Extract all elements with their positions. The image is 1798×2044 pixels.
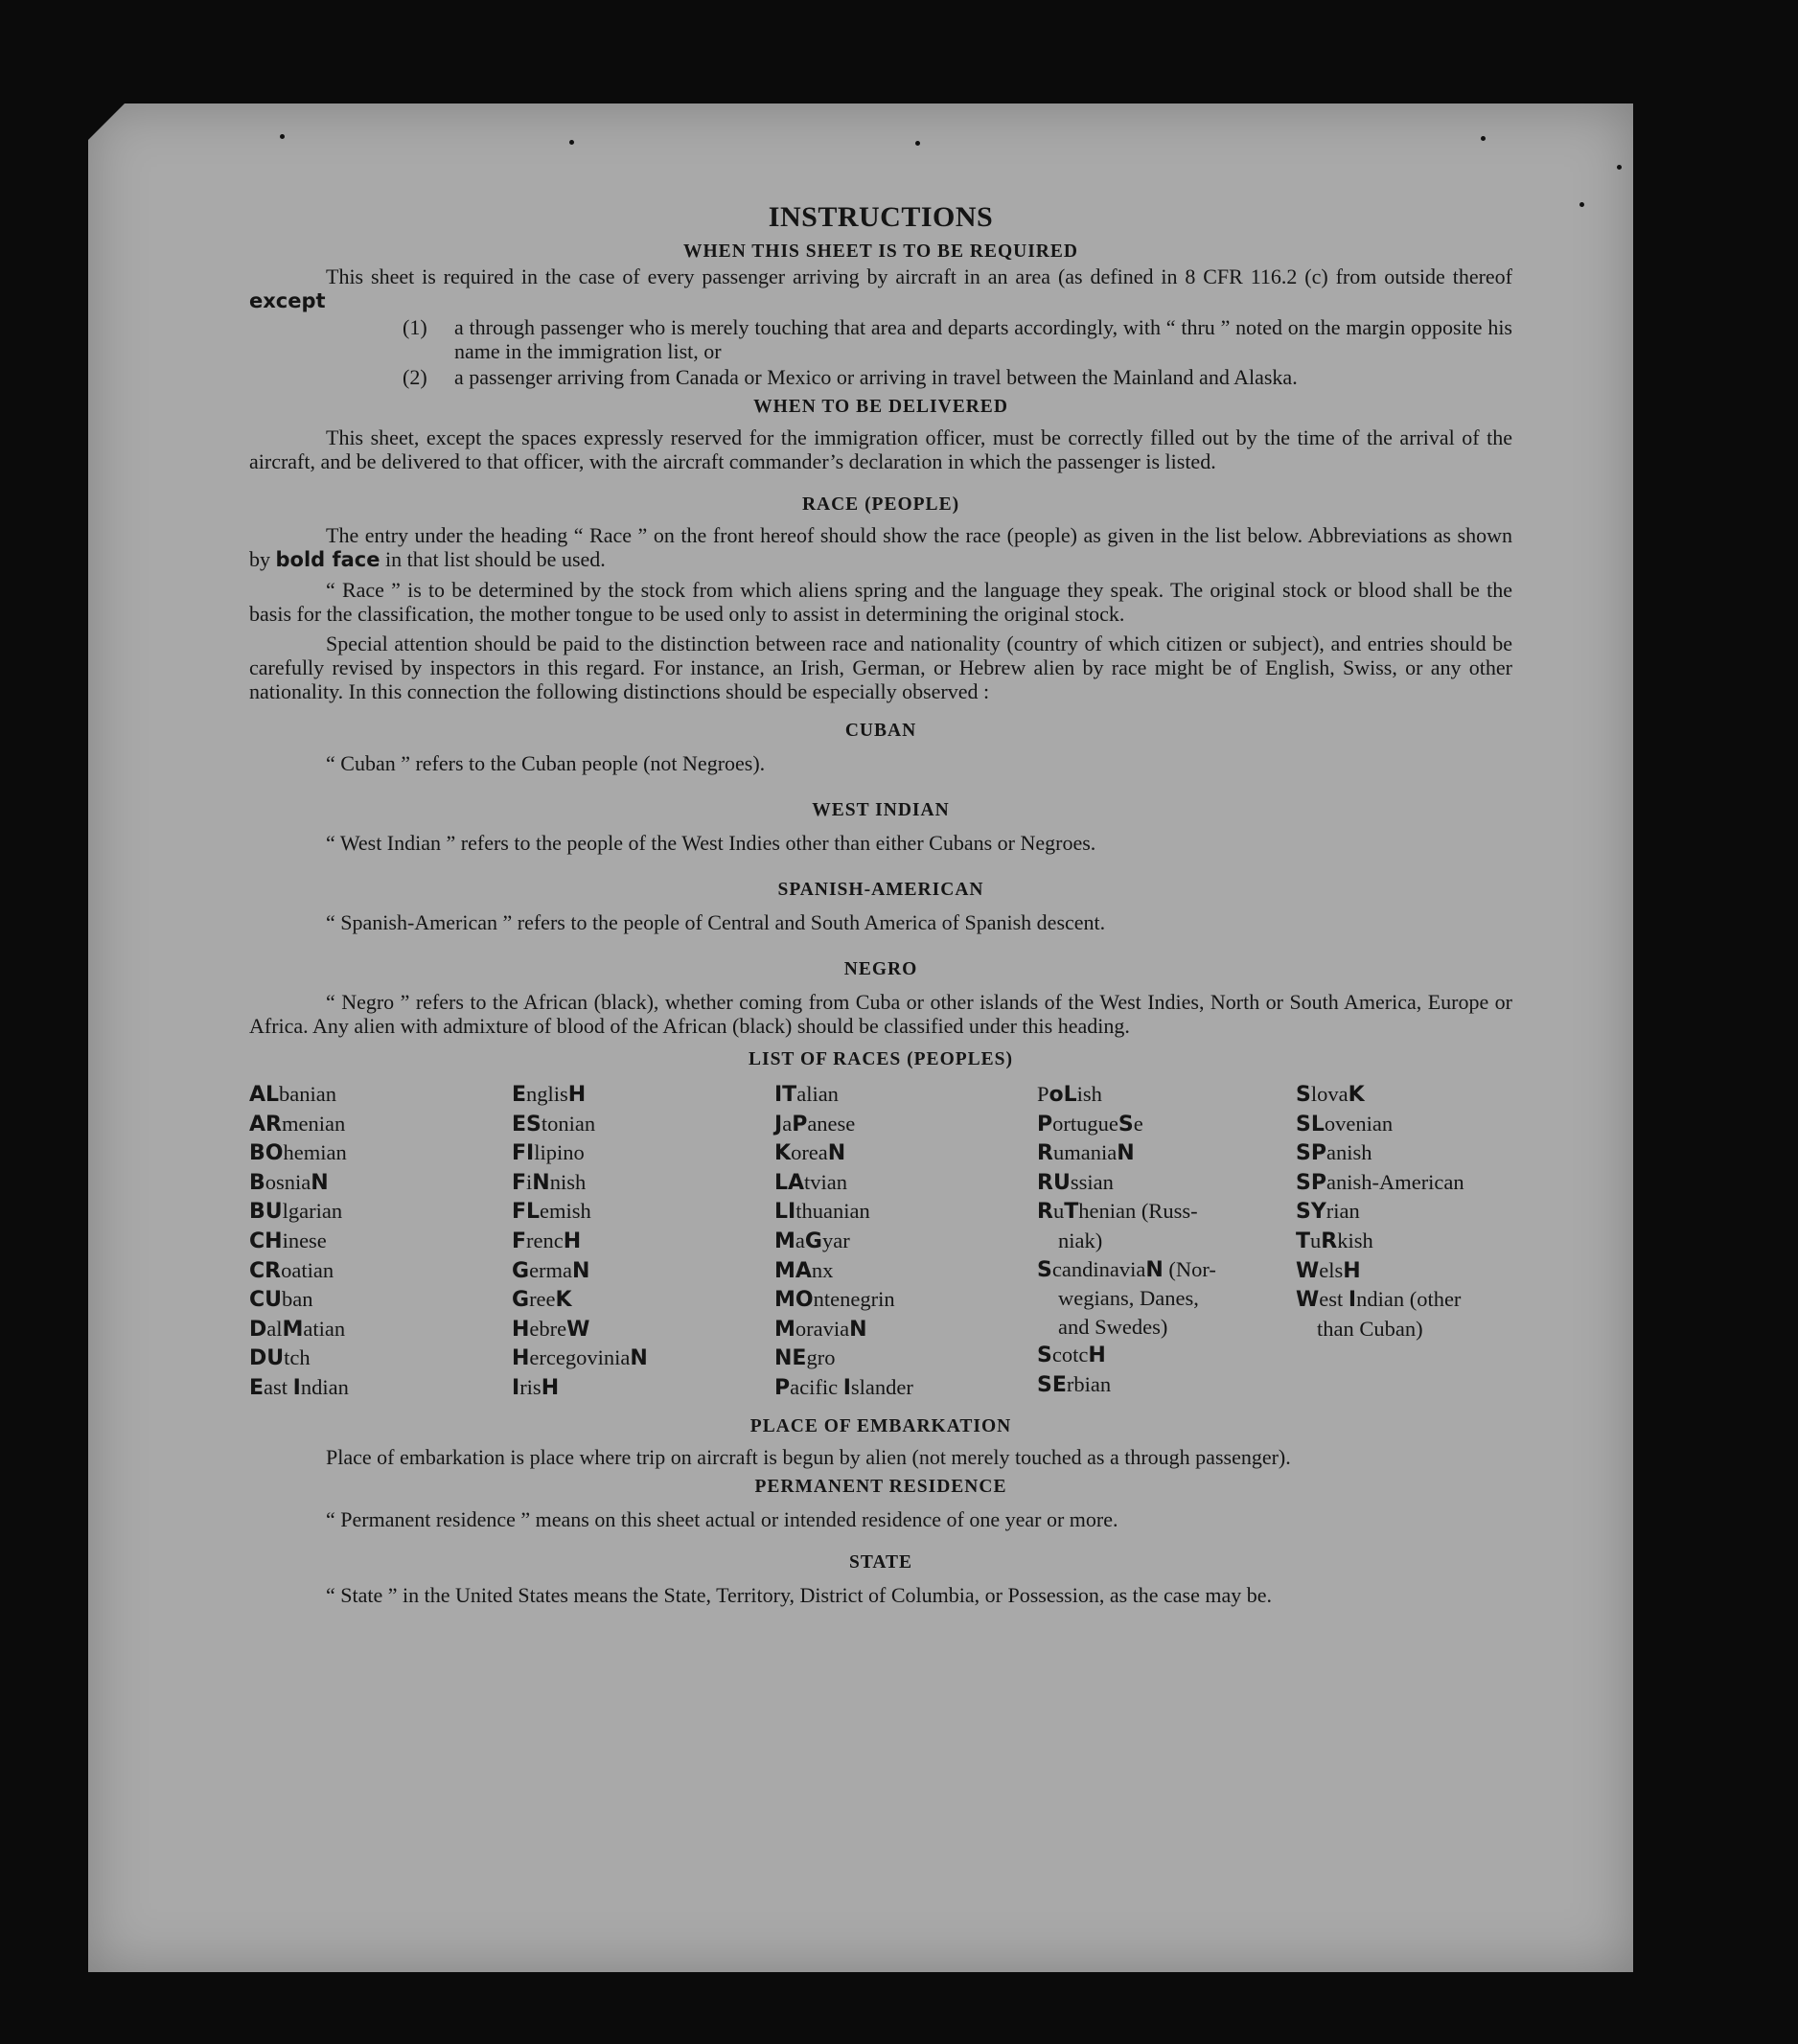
race-abbreviation-letters: H <box>563 1229 582 1253</box>
race-paragraph-1 <box>249 523 1512 572</box>
race-entry-text <box>512 1170 586 1194</box>
race-entry-text <box>774 1229 850 1252</box>
heading-race: RACE (PEOPLE) <box>801 494 960 515</box>
scan-speck <box>1481 136 1486 141</box>
race-abbreviation-letters: FI <box>512 1141 535 1166</box>
race-entry <box>512 1227 774 1256</box>
race-abbreviation-letters: M <box>774 1317 795 1342</box>
race-name-letters: u <box>1310 1228 1322 1252</box>
race-entry <box>1296 1315 1512 1344</box>
race-name-letters: ree <box>529 1287 556 1312</box>
race-entry-text <box>512 1258 589 1282</box>
race-abbreviation-letters: K <box>555 1288 572 1313</box>
heading-spanish-american: SPANISH-AMERICAN <box>777 880 984 900</box>
race-entry-text <box>512 1287 572 1311</box>
race-name-letters: atian <box>303 1316 346 1341</box>
race-entry <box>1037 1197 1296 1227</box>
race-name-letters: yar <box>821 1228 850 1252</box>
race-entry <box>1296 1227 1512 1256</box>
race-abbreviation-letters: AR <box>249 1112 282 1137</box>
race-entry <box>249 1373 512 1403</box>
race-entry <box>249 1285 512 1315</box>
race-abbreviation-letters: W <box>1296 1288 1320 1313</box>
race-entry-text <box>249 1170 329 1194</box>
races-column <box>249 1080 512 1403</box>
race-abbreviation-letters: H <box>1343 1258 1361 1283</box>
race-name-letters: acific <box>790 1374 843 1399</box>
race-abbreviation-letters: H <box>512 1346 530 1371</box>
race-abbreviation-letters: SL <box>1296 1112 1325 1137</box>
race-name-letters: menian <box>281 1111 346 1136</box>
race-entry <box>1037 1341 1296 1370</box>
heading-when-delivered: WHEN TO BE DELIVERED <box>753 397 1008 417</box>
race-entry <box>249 1315 512 1344</box>
race-name-letters: gro <box>806 1345 836 1370</box>
race-entry-text <box>512 1112 595 1136</box>
race-abbreviation-letters: S <box>1037 1257 1052 1282</box>
race-entry <box>512 1256 774 1286</box>
race-p1-text: The entry under the heading “ Race ” on the front hereof should show the race (people) as given in the list below. Abbreviations as shown by <box>249 523 1512 571</box>
race-name-letters: a <box>795 1228 805 1252</box>
race-abbreviation-letters: S <box>1037 1344 1052 1368</box>
race-entry <box>512 1373 774 1403</box>
race-entry <box>249 1344 512 1373</box>
race-name-letters: ish <box>1076 1082 1102 1106</box>
race-entry <box>249 1227 512 1256</box>
required-keyword: except <box>249 289 326 312</box>
race-abbreviation-letters: H <box>541 1375 560 1400</box>
race-name-letters: anish <box>1325 1140 1372 1165</box>
race-entry <box>249 1110 512 1139</box>
race-abbreviation-letters: N <box>1117 1141 1135 1166</box>
race-name-letters: u <box>1052 1199 1065 1224</box>
race-abbreviation-letters: P <box>774 1375 791 1400</box>
race-entry-text <box>774 1258 833 1282</box>
race-entry-text <box>512 1199 591 1223</box>
race-entry <box>1037 1138 1296 1168</box>
race-entry <box>774 1168 1037 1198</box>
list-item <box>403 315 1512 363</box>
race-name-letters: than Cuban) <box>1317 1316 1423 1341</box>
scan-speck <box>569 140 574 145</box>
race-name-letters: ebre <box>529 1316 567 1341</box>
race-abbreviation-letters: W <box>566 1317 590 1342</box>
heading-cuban: CUBAN <box>844 721 917 741</box>
heading-embarkation: PLACE OF EMBARKATION <box>749 1415 1012 1436</box>
race-entry <box>512 1168 774 1198</box>
race-abbreviation-letters: G <box>804 1229 822 1253</box>
race-abbreviation-letters: H <box>567 1083 587 1107</box>
race-entry <box>1296 1080 1512 1110</box>
race-entry-text <box>249 1199 342 1223</box>
race-abbreviation-letters: I <box>1348 1288 1357 1313</box>
race-name-letters: oatian <box>281 1257 334 1282</box>
race-abbreviation-letters: P <box>792 1112 808 1137</box>
race-name-letters: banian <box>279 1082 337 1106</box>
race-name-letters: emish <box>540 1199 591 1224</box>
race-entry <box>1037 1284 1296 1313</box>
race-entry <box>249 1168 512 1198</box>
race-name-letters: renc <box>526 1228 564 1252</box>
west-indian-paragraph: “ West Indian ” refers to the people of the West Indies other than either Cubans or Negroes. <box>326 831 1096 855</box>
required-intro: This sheet is required in the case of every passenger arriving by aircraft in an area (as defined in 8 CFR 116.2 (c) from outside thereof <box>326 264 1512 288</box>
race-entry <box>1037 1080 1296 1110</box>
race-abbreviation-letters: o <box>1049 1083 1064 1107</box>
race-abbreviation-letters: M <box>774 1229 795 1253</box>
race-entry-text <box>1296 1315 1512 1344</box>
race-entry <box>1037 1168 1296 1198</box>
race-abbreviation-letters: H <box>512 1317 530 1342</box>
race-name-letters: inese <box>282 1228 327 1252</box>
race-name-letters: P <box>1037 1082 1049 1106</box>
race-paragraph-3: Special attention should be paid to the distinction between race and nationality (country of which citizen or subject), and entries should be carefully revised by inspectors in this regard. For instance, an Irish, German, or Hebrew alien by race might be of English, Swiss, or any other nationality. In this connection the following distinctions should be especially observed : <box>249 632 1512 703</box>
race-entry-text <box>1037 1284 1296 1313</box>
race-name-letters: e <box>1133 1111 1143 1136</box>
race-entry-text <box>774 1199 870 1223</box>
race-abbreviation-letters: H <box>1088 1344 1106 1368</box>
races-list <box>249 1080 1512 1403</box>
races-column <box>774 1080 1037 1403</box>
race-entry <box>774 1227 1037 1256</box>
race-entry-text <box>774 1140 845 1164</box>
race-entry <box>774 1138 1037 1168</box>
race-abbreviation-letters: N <box>849 1317 867 1342</box>
race-abbreviation-letters: T <box>1064 1200 1079 1225</box>
race-entry-text <box>1296 1170 1464 1194</box>
scan-speck <box>915 141 920 146</box>
scan-speck <box>280 134 285 139</box>
race-entry <box>774 1110 1037 1139</box>
race-name-letters: ndian <box>300 1374 349 1399</box>
race-abbreviation-letters: MA <box>774 1258 812 1283</box>
race-abbreviation-letters: E <box>249 1375 265 1400</box>
race-abbreviation-letters: I <box>842 1375 851 1400</box>
race-entry-text <box>512 1082 586 1106</box>
race-abbreviation-letters: F <box>512 1229 527 1253</box>
race-name-letters: cotc <box>1051 1343 1089 1367</box>
race-abbreviation-letters: RU <box>1037 1170 1071 1195</box>
race-abbreviation-letters: K <box>774 1141 792 1166</box>
race-entry-text <box>249 1375 349 1399</box>
race-entry <box>1296 1197 1512 1227</box>
race-name-letters: lova <box>1310 1082 1348 1106</box>
race-entry <box>774 1197 1037 1227</box>
race-entry-text <box>774 1317 867 1341</box>
race-abbreviation-letters: F <box>512 1170 527 1195</box>
race-entry-text <box>1037 1343 1106 1366</box>
race-entry-text <box>1037 1140 1135 1164</box>
race-abbreviation-letters: BU <box>249 1200 283 1225</box>
heading-west-indian: WEST INDIAN <box>812 800 950 820</box>
race-name-letters: ast <box>264 1374 293 1399</box>
race-entry <box>512 1285 774 1315</box>
scan-speck <box>1617 165 1622 170</box>
required-paragraph <box>249 264 1512 313</box>
state-paragraph: “ State ” in the United States means the State, Territory, District of Columbia, or Possession, as the case may be. <box>326 1582 1273 1607</box>
folded-corner <box>88 103 125 140</box>
race-entry <box>774 1373 1037 1403</box>
race-entry <box>512 1080 774 1110</box>
races-column <box>512 1080 774 1403</box>
race-abbreviation-letters: S <box>1296 1083 1311 1107</box>
scan-speck <box>1579 202 1584 207</box>
race-name-letters: slander <box>850 1374 913 1399</box>
race-entry <box>249 1080 512 1110</box>
race-abbreviation-letters: G <box>512 1288 530 1313</box>
race-entry <box>774 1256 1037 1286</box>
race-abbreviation-letters: CH <box>249 1229 283 1253</box>
race-name-letters: tonian <box>541 1111 596 1136</box>
race-entry-text <box>512 1375 559 1399</box>
exception-text: a passenger arriving from Canada or Mexico or arriving in travel between the Mainland and Alaska. <box>454 365 1298 389</box>
list-item <box>403 365 1512 389</box>
race-entry <box>774 1285 1037 1315</box>
race-name-letters: thuanian <box>795 1199 870 1224</box>
race-abbreviation-letters: T <box>1296 1229 1311 1253</box>
race-entry-text <box>249 1258 334 1282</box>
race-abbreviation-letters: LA <box>774 1170 805 1195</box>
race-entry-text <box>774 1082 839 1106</box>
race-entry <box>1037 1313 1296 1342</box>
races-column <box>1296 1080 1512 1403</box>
race-entry <box>1037 1255 1296 1285</box>
race-abbreviation-letters: J <box>774 1112 783 1137</box>
race-name-letters: nglis <box>526 1082 568 1106</box>
race-abbreviation-letters: N <box>827 1141 846 1166</box>
race-entry <box>249 1256 512 1286</box>
exceptions-list <box>403 315 1512 389</box>
race-name-letters: niak) <box>1058 1228 1103 1252</box>
race-p1-text-end: in that list should be used. <box>385 547 606 571</box>
race-name-letters: umania <box>1052 1140 1118 1165</box>
race-entry-text <box>512 1345 648 1369</box>
race-entry-text <box>249 1287 313 1311</box>
race-name-letters: nish <box>549 1169 587 1194</box>
race-abbreviation-letters: SE <box>1037 1372 1067 1397</box>
race-abbreviation-letters: B <box>249 1170 265 1195</box>
race-abbreviation-letters: FL <box>512 1200 541 1225</box>
exception-number: (1) <box>403 315 427 339</box>
race-name-letters: (Nor- <box>1163 1256 1216 1281</box>
race-abbreviation-letters: N <box>532 1170 550 1195</box>
race-name-letters: ercegovinia <box>529 1345 631 1370</box>
race-name-letters: alian <box>796 1082 839 1106</box>
race-entry-text <box>774 1112 855 1136</box>
race-entry-text <box>1296 1140 1372 1164</box>
race-abbreviation-letters: S <box>1118 1112 1134 1137</box>
race-name-letters: ssian <box>1070 1169 1114 1194</box>
race-abbreviation-letters: ES <box>512 1112 542 1137</box>
negro-paragraph: “ Negro ” refers to the African (black), whether coming from Cuba or other islands of the West Indies, North or South America, Europe or Africa. Any alien with admixture of blood of the African (black) should be classified under this heading. <box>249 990 1512 1038</box>
race-abbreviation-letters: M <box>282 1317 304 1342</box>
race-abbreviation-letters: N <box>630 1346 648 1371</box>
race-abbreviation-letters: MO <box>774 1288 814 1313</box>
heading-state: STATE <box>848 1551 913 1573</box>
race-entry <box>1037 1227 1296 1255</box>
race-entry-text <box>1037 1199 1198 1223</box>
race-abbreviation-letters: AL <box>249 1083 280 1107</box>
race-entry-text <box>1296 1287 1461 1311</box>
race-name-letters: ris <box>519 1374 542 1399</box>
race-abbreviation-letters: NE <box>774 1346 807 1371</box>
race-abbreviation-letters: R <box>1037 1200 1053 1225</box>
race-entry <box>512 1110 774 1139</box>
race-name-letters: lgarian <box>282 1199 343 1224</box>
race-abbreviation-letters: SP <box>1296 1170 1326 1195</box>
race-entry <box>1296 1285 1512 1315</box>
race-entry <box>512 1138 774 1168</box>
race-entry <box>1037 1110 1296 1139</box>
embarkation-paragraph: Place of embarkation is place where trip on aircraft is begun by alien (not merely touched as a through passenger). <box>326 1444 1291 1469</box>
race-entry-text <box>1037 1372 1111 1396</box>
race-name-letters: est <box>1319 1287 1348 1312</box>
race-abbreviation-letters: K <box>1348 1083 1365 1107</box>
race-entry <box>774 1315 1037 1344</box>
race-entry-text <box>249 1229 327 1252</box>
race-abbreviation-letters: D <box>249 1317 267 1342</box>
race-abbreviation-letters: R <box>1037 1141 1053 1166</box>
race-name-letters: ban <box>282 1287 313 1312</box>
race-entry <box>1296 1168 1512 1198</box>
race-p1-bold: bold face <box>275 548 380 571</box>
race-entry-text <box>249 1140 347 1164</box>
race-entry-text <box>1037 1170 1114 1194</box>
race-abbreviation-letters: N <box>1145 1257 1164 1282</box>
race-name-letters: rian <box>1325 1199 1360 1224</box>
race-entry <box>1296 1138 1512 1168</box>
race-name-letters: wegians, Danes, <box>1058 1286 1199 1311</box>
race-entry-text <box>1037 1112 1143 1136</box>
race-name-letters: lipino <box>534 1140 585 1165</box>
race-name-letters: i <box>526 1169 533 1194</box>
race-entry-text <box>1037 1257 1216 1281</box>
race-abbreviation-letters: W <box>1296 1258 1320 1283</box>
heading-when-required: WHEN THIS SHEET IS TO BE REQUIRED <box>683 241 1078 262</box>
race-abbreviation-letters: I <box>292 1375 301 1400</box>
residence-paragraph: “ Permanent residence ” means on this sheet actual or intended residence of one year or more. <box>326 1506 1118 1531</box>
race-name-letters: kish <box>1337 1228 1373 1252</box>
race-name-letters: henian (Russ- <box>1078 1199 1198 1224</box>
race-abbreviation-letters: L <box>1063 1083 1077 1107</box>
race-name-letters: ntenegrin <box>813 1287 895 1312</box>
race-entry-text <box>512 1229 581 1252</box>
race-entry <box>249 1138 512 1168</box>
race-abbreviation-letters: SP <box>1296 1141 1326 1166</box>
race-entry <box>1037 1370 1296 1400</box>
race-abbreviation-letters: I <box>512 1375 520 1400</box>
heading-negro: NEGRO <box>843 959 918 979</box>
race-entry <box>774 1080 1037 1110</box>
race-abbreviation-letters: CU <box>249 1288 283 1313</box>
race-abbreviation-letters: N <box>572 1258 590 1283</box>
races-column <box>1037 1080 1296 1403</box>
race-name-letters: els <box>1319 1257 1344 1282</box>
race-entry-text <box>1296 1229 1373 1252</box>
race-abbreviation-letters: N <box>311 1170 329 1195</box>
race-paragraph-2: “ Race ” is to be determined by the stock from which aliens spring and the language they speak. The original stock or blood shall be the basis for the classification, the mother tongue to be used only to assist in determining the original stock. <box>249 578 1512 626</box>
race-abbreviation-letters: CR <box>249 1258 282 1283</box>
race-entry-text <box>1296 1112 1393 1136</box>
race-abbreviation-letters: SY <box>1296 1200 1326 1225</box>
race-entry-text <box>1296 1258 1361 1282</box>
race-entry-text <box>512 1317 589 1341</box>
race-name-letters: ovenian <box>1324 1111 1394 1136</box>
race-name-letters: anese <box>807 1111 856 1136</box>
race-abbreviation-letters: E <box>512 1083 527 1107</box>
race-abbreviation-letters: IT <box>774 1083 797 1107</box>
race-name-letters: ortugue <box>1052 1111 1118 1136</box>
race-entry-text <box>1296 1082 1365 1106</box>
race-name-letters: rbian <box>1066 1371 1112 1396</box>
race-entry-text <box>512 1140 585 1164</box>
race-abbreviation-letters: BO <box>249 1141 284 1166</box>
race-entry-text <box>774 1345 835 1369</box>
race-name-letters: erma <box>529 1257 573 1282</box>
race-name-letters: anish-American <box>1325 1169 1464 1194</box>
race-entry-text <box>1037 1227 1296 1255</box>
race-entry <box>512 1315 774 1344</box>
page-title: INSTRUCTIONS <box>768 201 994 233</box>
race-name-letters: orea <box>791 1140 828 1165</box>
race-entry-text <box>249 1317 345 1341</box>
race-entry-text <box>774 1287 895 1311</box>
instructions-body <box>249 201 1512 1607</box>
heading-permanent-residence: PERMANENT RESIDENCE <box>754 1476 1007 1497</box>
race-entry-text <box>1037 1082 1102 1106</box>
race-name-letters: al <box>266 1316 283 1341</box>
race-name-letters: ndian (other <box>1356 1287 1462 1312</box>
race-name-letters: candinavia <box>1051 1256 1146 1281</box>
race-abbreviation-letters: P <box>1037 1112 1053 1137</box>
race-entry-text <box>1296 1199 1360 1223</box>
race-entry <box>774 1344 1037 1373</box>
race-entry <box>1296 1256 1512 1286</box>
heading-list-of-races: LIST OF RACES (PEOPLES) <box>748 1049 1013 1069</box>
race-entry-text <box>1037 1313 1296 1342</box>
race-entry-text <box>249 1112 345 1136</box>
race-name-letters: tvian <box>804 1169 848 1194</box>
race-entry-text <box>774 1375 913 1399</box>
race-entry <box>1296 1110 1512 1139</box>
race-name-letters: nx <box>811 1257 834 1282</box>
race-entry-text <box>774 1170 847 1194</box>
race-name-letters: osnia <box>265 1169 311 1194</box>
race-name-letters: tch <box>284 1345 311 1370</box>
race-entry-text <box>249 1082 336 1106</box>
race-name-letters: a <box>782 1111 793 1136</box>
race-entry-text <box>249 1345 311 1369</box>
spanish-american-paragraph: “ Spanish-American ” refers to the people of Central and South America of Spanish descent. <box>326 910 1106 934</box>
exception-text: a through passenger who is merely touching that area and departs accordingly, with “ thru ” noted on the margin opposite his name in the immigration list, or <box>454 315 1512 363</box>
exception-number: (2) <box>403 365 427 389</box>
race-abbreviation-letters: DU <box>249 1346 285 1371</box>
race-name-letters: and Swedes) <box>1058 1314 1168 1339</box>
race-name-letters: oravia <box>795 1316 850 1341</box>
race-abbreviation-letters: G <box>512 1258 530 1283</box>
race-name-letters: hemian <box>283 1140 347 1165</box>
cuban-paragraph: “ Cuban ” refers to the Cuban people (not Negroes). <box>326 751 766 775</box>
delivered-paragraph: This sheet, except the spaces expressly reserved for the immigration officer, must be correctly filled out by the time of the arrival of the aircraft, and be delivered to that officer, with the aircraft commander’s declaration in which the passenger is listed. <box>249 425 1512 473</box>
race-entry <box>512 1197 774 1227</box>
race-entry <box>512 1344 774 1373</box>
race-abbreviation-letters: LI <box>774 1200 796 1225</box>
race-abbreviation-letters: R <box>1321 1229 1338 1253</box>
race-entry <box>249 1197 512 1227</box>
